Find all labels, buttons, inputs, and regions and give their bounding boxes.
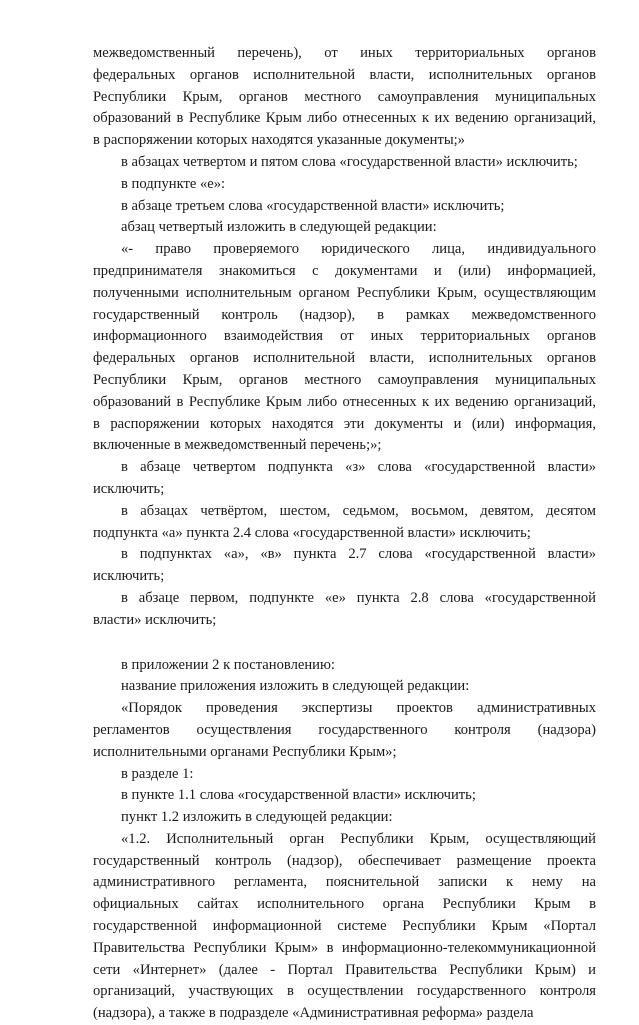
text-line: федеральных органов исполнительной власти, исполнительных органов: [93, 350, 596, 367]
paragraph-p10: [93, 588, 596, 632]
text-line: сети «Интернет» (далее - Портал Правительства Республики Крым) и: [93, 961, 596, 978]
text-line: название приложения изложить в следующей редакции:: [121, 678, 470, 695]
paragraph-p14: [93, 764, 596, 786]
text-line: пункт 1.2 изложить в следующей редакции:: [121, 809, 393, 826]
text-line: информационного взаимодействия от иных территориальных органов: [93, 328, 596, 345]
text-line: федеральных органов исполнительной власти, исполнительных органов: [93, 66, 596, 83]
text-line: организаций, участвующих в осуществлении государственного контроля: [93, 983, 596, 1000]
text-line: в абзаце четвертом подпункта «з» слова «государственной власти»: [121, 459, 596, 476]
paragraph-p3: [93, 174, 596, 196]
text-line: Республики Крым, органов местного самоуправления муниципальных: [93, 88, 596, 105]
text-line: «- право проверяемого юридического лица, индивидуального: [121, 241, 596, 258]
section-gap: [93, 632, 596, 655]
text-line: исключить;: [93, 568, 165, 585]
text-line: Республики Крым, органов местного самоуправления муниципальных: [93, 371, 596, 388]
text-line: в распоряжении которых находятся эти документы и (или) информация,: [93, 415, 596, 432]
text-line: исключить;: [93, 480, 165, 497]
paragraph-p11: [93, 655, 596, 677]
text-line: государственный контроль (надзор), обеспечивает размещение проекта: [93, 852, 596, 869]
text-line: подпункта «а» пункта 2.4 слова «государственной власти» исключить;: [93, 524, 531, 541]
paragraph-p13: [93, 698, 596, 763]
text-line: образований в Республике Крым либо отнесенных к их ведению организаций,: [93, 110, 596, 127]
paragraph-p6: [93, 239, 596, 457]
text-line: в абзацах четвёртом, шестом, седьмом, восьмом, девятом, десятом: [121, 502, 596, 519]
text-line: Правительства Республики Крым» в информационно-телекоммуникационной: [93, 939, 596, 956]
paragraph-p4: [93, 196, 596, 218]
text-line: (надзора), а также в подразделе «Административная реформа» раздела: [93, 1005, 534, 1022]
paragraph-p5: [93, 217, 596, 239]
text-line: в разделе 1:: [121, 765, 194, 782]
paragraph-p7: [93, 457, 596, 501]
paragraph-p2: [93, 152, 596, 174]
paragraph-p1: [93, 43, 596, 152]
text-line: абзац четвертый изложить в следующей редакции:: [121, 219, 437, 236]
paragraph-p15: [93, 785, 596, 807]
paragraph-p12: [93, 676, 596, 698]
text-line: в абзаце первом, подпункте «е» пункта 2.8 слова «государственной: [121, 589, 596, 606]
text-line: в пункте 1.1 слова «государственной власти» исключить;: [121, 787, 476, 804]
text-line: в подпунктах «а», «в» пункта 2.7 слова «государственной власти»: [121, 546, 596, 563]
paragraph-p9: [93, 544, 596, 588]
text-line: в абзацах четвертом и пятом слова «государственной власти» исключить;: [121, 153, 578, 170]
text-line: власти» исключить;: [93, 611, 217, 628]
text-line: «1.2. Исполнительный орган Республики Крым, осуществляющий: [121, 830, 596, 847]
text-line: административного регламента, пояснительной записки к нему на: [93, 874, 596, 891]
text-line: полученными исполнительным органом Республики Крым, осуществляющим: [93, 284, 596, 301]
text-line: «Порядок проведения экспертизы проектов административных: [121, 700, 596, 717]
text-line: государственный контроль (надзор), в рамках межведомственного: [93, 306, 596, 323]
text-line: в приложении 2 к постановлению:: [121, 656, 335, 673]
text-line: в подпункте «е»:: [121, 175, 226, 192]
text-line: образований в Республике Крым либо отнесенных к их ведению организаций,: [93, 393, 596, 410]
text-line: регламентов осуществления государственного контроля (надзора): [93, 721, 596, 738]
paragraph-p17: [93, 829, 596, 1025]
text-line: в распоряжении которых находятся указанные документы;»: [93, 132, 465, 149]
text-line: государственной информационной системе Республики Крым «Портал: [93, 918, 596, 935]
text-line: в абзаце третьем слова «государственной власти» исключить;: [121, 197, 505, 214]
paragraph-p16: [93, 807, 596, 829]
paragraph-p8: [93, 501, 596, 545]
text-line: предпринимателя знакомиться с документами и (или) информацией,: [93, 262, 596, 279]
text-line: официальных сайтах исполнительного органа Республики Крым в: [93, 896, 596, 913]
text-line: исполнительными органами Республики Крым»;: [93, 743, 397, 760]
text-line: межведомственный перечень), от иных территориальных органов: [93, 45, 596, 61]
text-line: включенные в межведомственный перечень;»;: [93, 437, 382, 454]
